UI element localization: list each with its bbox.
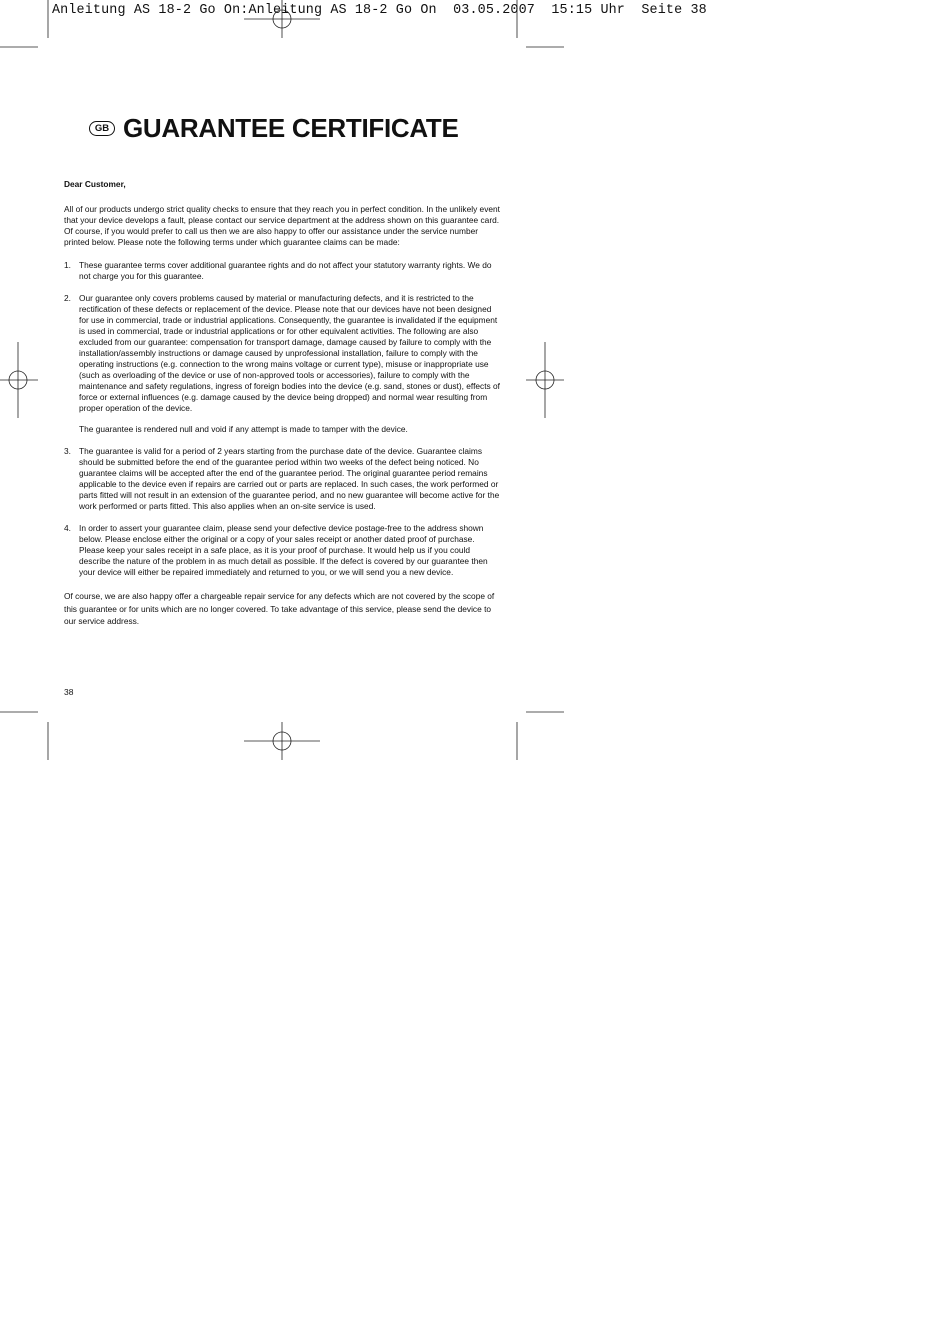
guarantee-terms-list xyxy=(64,260,502,578)
list-item xyxy=(64,293,502,435)
list-item-text: The guarantee is valid for a period of 2 years starting from the purchase date of the device. Guarantee claims should be submitted before the end of the guarantee period within two weeks of the defect being noticed. No guarantee claims will be accepted after the end of the guarantee period. The original guarantee period remains applicable to the device even if repairs are carried out or parts are replaced. In such cases, the work performed or parts fitted will not result in an extension of the guarantee period, and no new guarantee will become active for the work performed or parts fitted. This also applies when an on-site service is used. xyxy=(79,446,500,511)
list-item-text: Our guarantee only covers problems caused by material or manufacturing defects, and it is restricted to the rectification of these defects or replacement of the device. Please note that our devices have not been designed for use in commercial, trade or industrial applications. Consequently, the guarantee is invalidated if the equipment is used in commercial, trade or industrial applications or for other equivalent activities. The following are also excluded from our guarantee: compensation for transport damage, damage caused by failure to comply with the installation/assembly instructions or damage caused by unprofessional installation, failure to comply with the operating instructions (e.g. connection to the wrong mains voltage or current type), misuse or inappropriate use (such as overloading of the device or use of non-approved tools or accessories), failure to comply with the maintenance and safety regulations, ingress of foreign bodies into the device (e.g. sand, stones or dust), effects of force or external influences (e.g. damage caused by the device being dropped) and normal wear resulting from proper operation of the device. xyxy=(79,293,500,413)
list-item-number: 2. xyxy=(64,293,71,303)
list-item-note: The guarantee is rendered null and void if any attempt is made to tamper with the device. xyxy=(79,424,408,434)
list-item-number: 1. xyxy=(64,260,71,270)
print-slug-header: Anleitung AS 18-2 Go On:Anleitung AS 18-2 Go On 03.05.2007 15:15 Uhr Seite 38 xyxy=(52,3,707,18)
intro-paragraph: All of our products undergo strict quality checks to ensure that they reach you in perfect condition. In the unlikely event that your device develops a fault, please contact our service department at the address shown on this guarantee card. Of course, if you would prefer to call us then we are also happy to offer our assistance under the service number printed below. Please note the following terms under which guarantee claims can be made: xyxy=(64,204,500,247)
page-title: GUARANTEE CERTIFICATE xyxy=(123,113,459,143)
closing-paragraph: Of course, we are also happy offer a chargeable repair service for any defects which are not covered by the scope of this guarantee or for units which are no longer covered. To take advantage of this service, please send the device to our service address. xyxy=(64,591,495,626)
list-item xyxy=(64,260,502,282)
language-badge: GB xyxy=(89,121,115,136)
certificate-body xyxy=(64,179,502,628)
list-item-text: These guarantee terms cover additional guarantee rights and do not affect your statutory warranty rights. We do not charge you for this guarantee. xyxy=(79,260,492,281)
list-item xyxy=(64,523,502,578)
page-header xyxy=(89,113,459,144)
list-item-number: 3. xyxy=(64,446,71,456)
list-item xyxy=(64,446,502,512)
salutation: Dear Customer, xyxy=(64,179,126,189)
page-number: 38 xyxy=(64,687,74,697)
list-item-number: 4. xyxy=(64,523,71,533)
list-item-text: In order to assert your guarantee claim, please send your defective device postage-free to the address shown below. Please enclose either the original or a copy of your sales receipt or another dated proof of purchase. Please keep your sales receipt in a safe place, as it is your proof of purchase. It would help us if you could describe the nature of the problem in as much detail as possible. If the defect is covered by our guarantee then your device will either be repaired immediately and returned to you, or we will send you a new device. xyxy=(79,523,488,577)
